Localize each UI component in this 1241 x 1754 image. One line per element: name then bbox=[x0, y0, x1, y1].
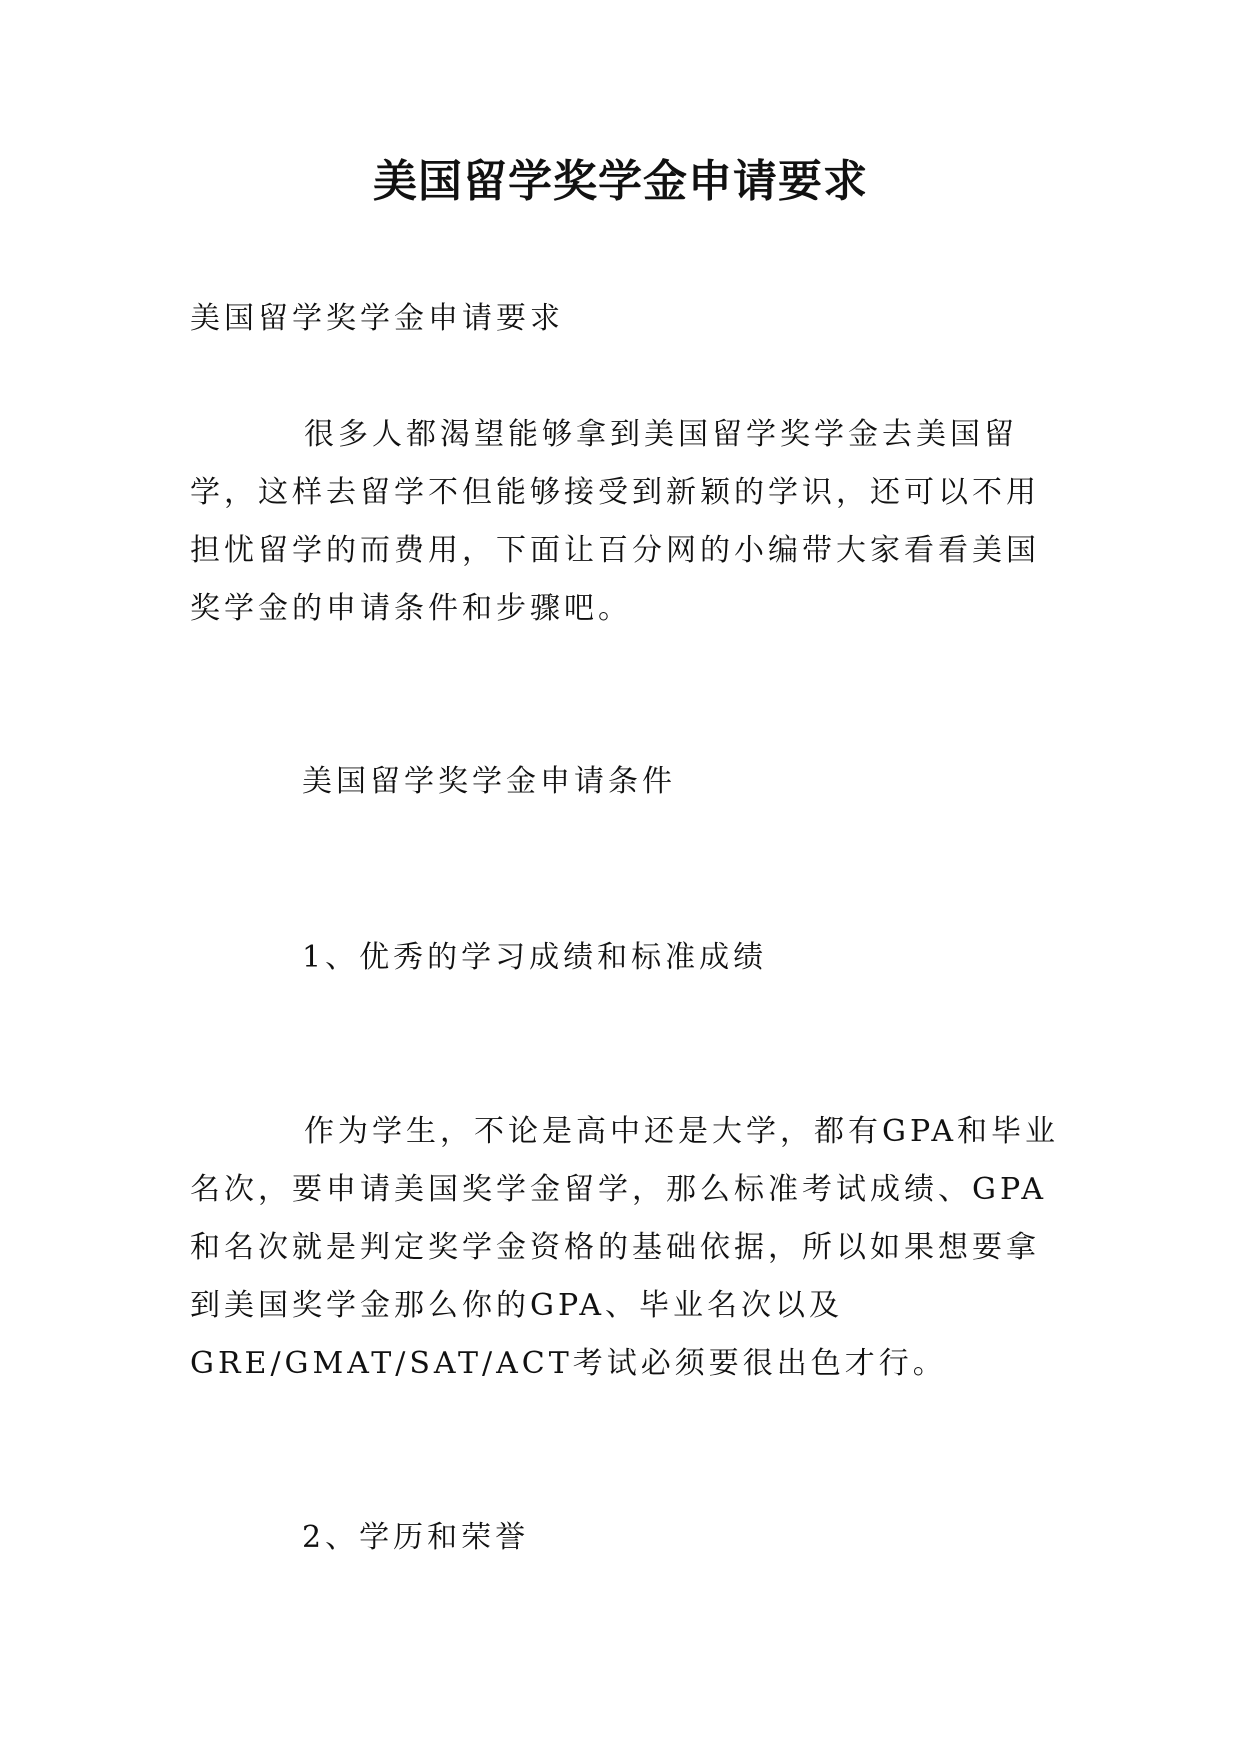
document-title: 美国留学奖学金申请要求 bbox=[373, 156, 868, 207]
intro-paragraph: 很多人都渴望能够拿到美国留学奖学金去美国留学，这样去留学不但能够接受到新颖的学识，还可以不用担忧留学的而费用，下面让百分网的小编带大家看看美国奖学金的申请条件和步骤吧。 bbox=[190, 417, 1040, 626]
item-heading: 2、学历和荣誉 bbox=[302, 1520, 530, 1555]
item-body-paragraph: 作为学生，不论是高中还是大学，都有GPA和毕业名次，要申请美国奖学金留学，那么标准考试成绩、GPA和名次就是判定奖学金资格的基础依据，所以如果想要拿到美国奖学金那么你的GPA、毕业名次以及GRE/GMAT/SAT/ACT考试必须要很出色才行。 bbox=[190, 1114, 1060, 1381]
item-heading: 1、优秀的学习成绩和标准成绩 bbox=[302, 940, 768, 975]
section-heading: 美国留学奖学金申请条件 bbox=[302, 764, 676, 799]
document-subtitle: 美国留学奖学金申请要求 bbox=[190, 301, 564, 336]
